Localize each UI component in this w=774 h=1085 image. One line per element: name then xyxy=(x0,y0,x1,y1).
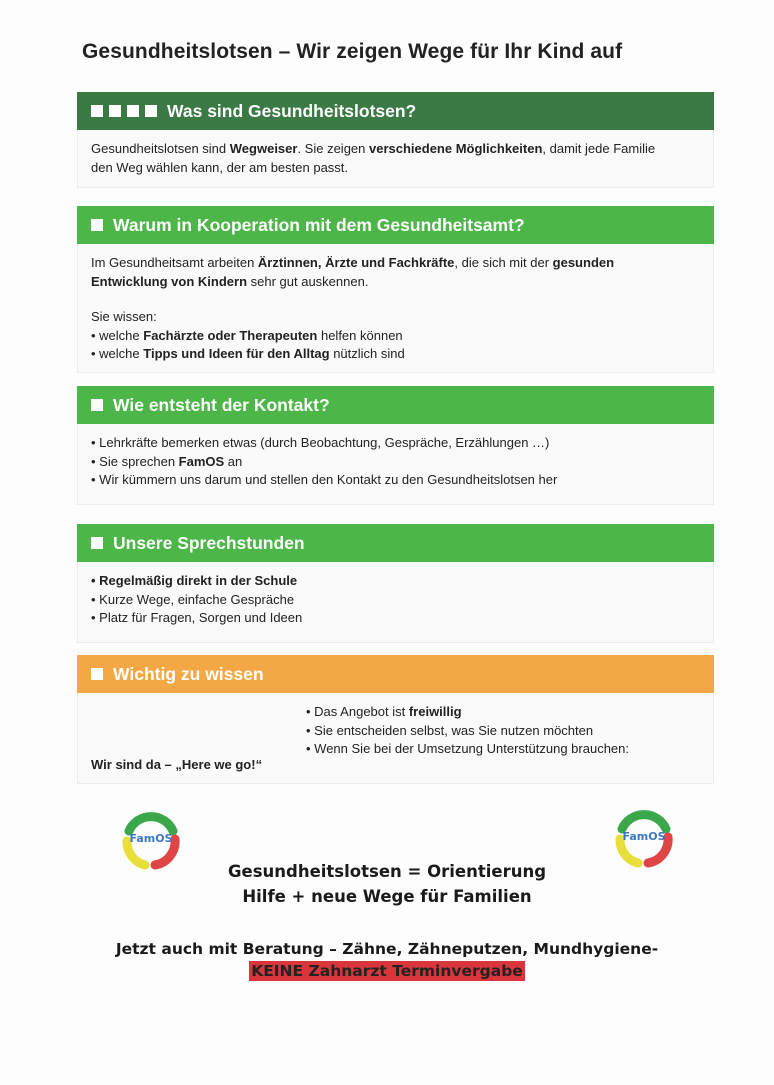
text-run: Im Gesundheitsamt arbeiten xyxy=(91,255,258,270)
list-item: • Wenn Sie bei der Umsetzung Unterstützung brauchen: xyxy=(306,740,629,759)
section-heading: Unsere Sprechstunden xyxy=(113,532,305,553)
text-run: , damit jede Familie xyxy=(542,141,656,156)
list-item: • Regelmäßig direkt in der Schule xyxy=(91,572,700,591)
section-heading: Wichtig zu wissen xyxy=(113,663,264,684)
section-header xyxy=(77,655,714,693)
list-item: • Wir kümmern uns darum und stellen den Kontakt zu den Gesundheitslotsen her xyxy=(91,471,700,490)
no-appointment-notice: KEINE Zahnarzt Terminvergabe xyxy=(251,962,523,980)
square-icon xyxy=(91,219,103,231)
text-run-bold: gesunden xyxy=(552,255,615,270)
section-body xyxy=(77,562,714,643)
square-icon xyxy=(109,105,121,117)
text-run-bold: Fachärzte oder Therapeuten xyxy=(143,327,318,343)
info-list xyxy=(306,703,629,759)
section-body xyxy=(77,693,714,784)
text-run: sehr gut auskennen. xyxy=(247,273,369,289)
list-item xyxy=(91,453,700,472)
text-run: welche xyxy=(99,327,144,343)
text-run: Gesundheitslotsen sind xyxy=(91,141,230,156)
tagline: Wir sind da – „Here we go!“ xyxy=(91,757,263,772)
square-icon xyxy=(91,105,103,117)
text-run: an xyxy=(224,453,243,469)
text-run: . Sie zeigen xyxy=(297,141,369,156)
page-title: Gesundheitslotsen – Wir zeigen Wege für Ihr Kind auf xyxy=(82,40,623,63)
text-run-bold: Entwicklung von Kindern xyxy=(91,273,248,289)
list-item: • Sie entscheiden selbst, was Sie nutzen möchten xyxy=(306,722,629,741)
list-item: • Lehrkräfte bemerken etwas (durch Beobachtung, Gespräche, Erzählungen …) xyxy=(91,434,700,453)
section-heading: Warum in Kooperation mit dem Gesundheitsamt? xyxy=(113,214,525,235)
text-line xyxy=(91,140,700,159)
section-heading: Wie entsteht der Kontakt? xyxy=(113,394,330,415)
text-run-bold: Tipps und Ideen für den Alltag xyxy=(143,346,330,361)
section-body xyxy=(77,424,714,505)
text-line: Sie wissen: xyxy=(91,309,157,324)
section-header xyxy=(77,206,714,244)
text-run-bold: freiwillig xyxy=(408,704,462,719)
section-header xyxy=(77,524,714,562)
square-icon xyxy=(91,399,103,411)
text-run: , die sich mit der xyxy=(454,255,553,270)
text-run: Sie sprechen xyxy=(99,453,179,469)
section-heading: Was sind Gesundheitslotsen? xyxy=(167,100,417,121)
section-header xyxy=(77,92,714,130)
text-run: nützlich sind xyxy=(329,346,405,361)
footer-dental-info: Jetzt auch mit Beratung – Zähne, Zähneputzen, Mundhygiene- xyxy=(115,940,659,958)
square-icon xyxy=(145,105,157,117)
text-run: helfen können xyxy=(317,327,403,343)
footer-notice xyxy=(0,962,774,980)
section-body xyxy=(77,130,714,188)
list-item xyxy=(306,703,629,722)
section-office-hours xyxy=(77,524,714,643)
list-item xyxy=(91,327,700,346)
text-run-bold: verschiedene Möglichkeiten xyxy=(369,141,543,156)
section-important xyxy=(77,655,714,784)
text-line xyxy=(91,254,700,273)
text-run-bold: Ärztinnen, Ärzte und Fachkräfte xyxy=(257,255,455,270)
logo-text: FamOS xyxy=(129,832,173,845)
section-header xyxy=(77,386,714,424)
section-cooperation xyxy=(77,206,714,373)
list-item: • Platz für Fragen, Sorgen und Ideen xyxy=(91,609,700,628)
logo-text: FamOS xyxy=(622,830,666,843)
text-run-bold: Wegweiser xyxy=(229,141,298,156)
section-body xyxy=(77,244,714,373)
list-item xyxy=(91,345,700,364)
text-line xyxy=(91,273,700,292)
section-what-are-health-guides xyxy=(77,92,714,188)
footer-headline: Gesundheitslotsen = Orientierung xyxy=(227,862,547,881)
text-run: Das Angebot ist xyxy=(314,704,409,719)
square-icon xyxy=(91,668,103,680)
text-line: den Weg wählen kann, der am besten passt. xyxy=(91,159,349,175)
list-item: • Kurze Wege, einfache Gespräche xyxy=(91,591,700,610)
text-run-bold: FamOS xyxy=(178,453,225,469)
section-contact xyxy=(77,386,714,505)
footer-subline: Hilfe + neue Wege für Familien xyxy=(242,887,532,906)
square-icon xyxy=(127,105,139,117)
text-run: welche xyxy=(99,346,144,361)
square-icon xyxy=(91,537,103,549)
